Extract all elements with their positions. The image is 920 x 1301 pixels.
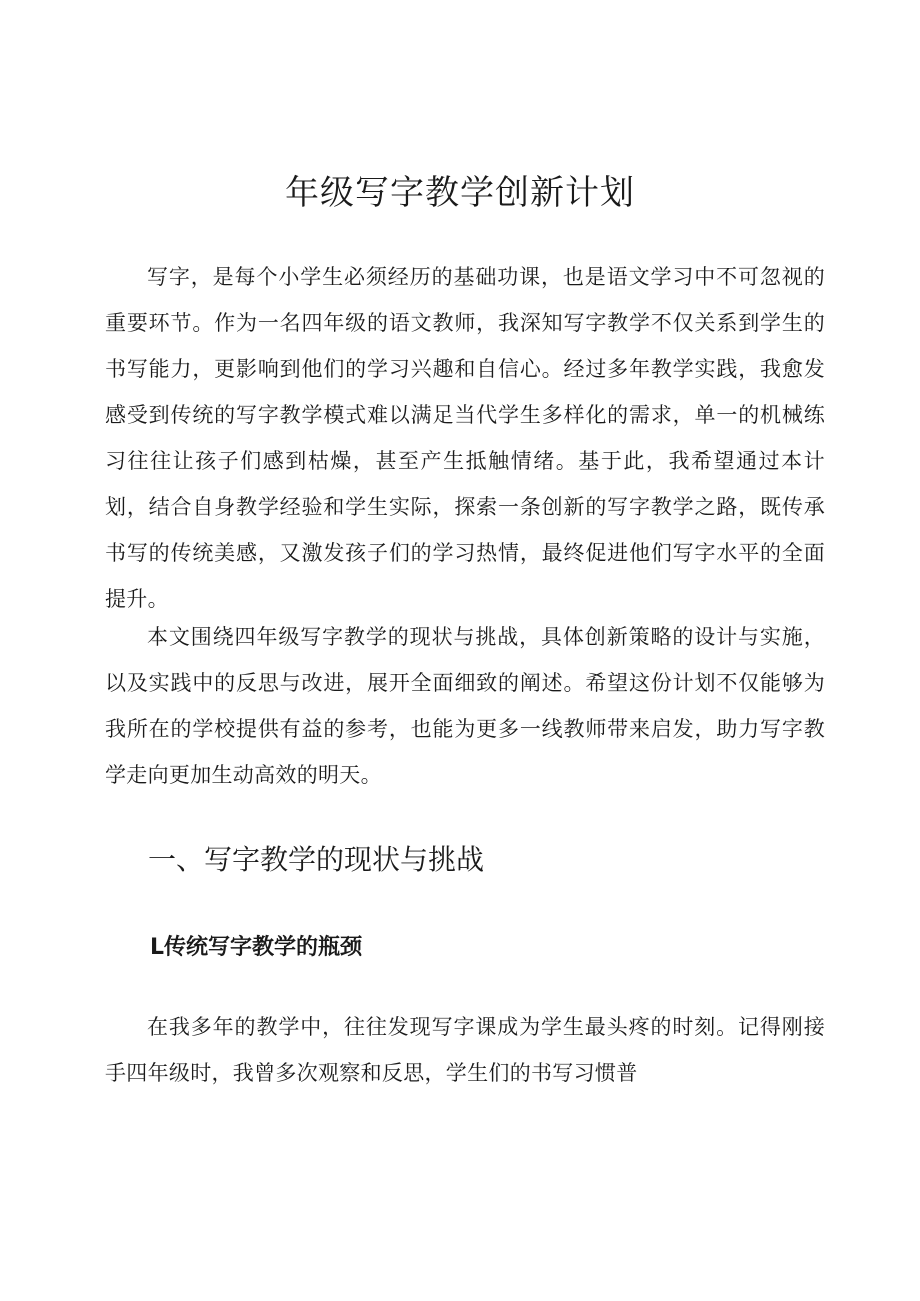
section-heading: 一、写字教学的现状与挑战 bbox=[148, 843, 485, 876]
intro-paragraph-1: 写字，是每个小学生必须经历的基础功课，也是语文学习中不可忽视的重要环节。作为一名四年级的语文教师，我深知写字教学不仅关系到学生的书写能力，更影响到他们的学习兴趣和自信心。经过多年教学实践，我愈发感受到传统的写字教学模式难以满足当代学生多样化的需求，单一的机械练习往往让孩子们感到枯燥，甚至产生抵触情绪。基于此，我希望通过本计划，结合自身教学经验和学生实际，探索一条创新的写字教学之路，既传承书写的传统美感，又激发孩子们的学习热情，最终促进他们写字水平的全面提升。 bbox=[105, 265, 825, 611]
document-title: 年级写字教学创新计划 bbox=[285, 173, 635, 213]
section-paragraph: 在我多年的教学中，往往发现写字课成为学生最头疼的时刻。记得刚接手四年级时，我曾多次观察和反思，学生们的书写习惯普 bbox=[105, 1015, 825, 1085]
subsection-heading: L传统写字教学的瓶颈 bbox=[150, 935, 363, 960]
intro-paragraph-2: 本文围绕四年级写字教学的现状与挑战，具体创新策略的设计与实施，以及实践中的反思与改进，展开全面细致的阐述。希望这份计划不仅能够为我所在的学校提供有益的参考，也能为更多一线教师带来启发，助力写字教学走向更加生动高效的明天。 bbox=[105, 625, 825, 787]
